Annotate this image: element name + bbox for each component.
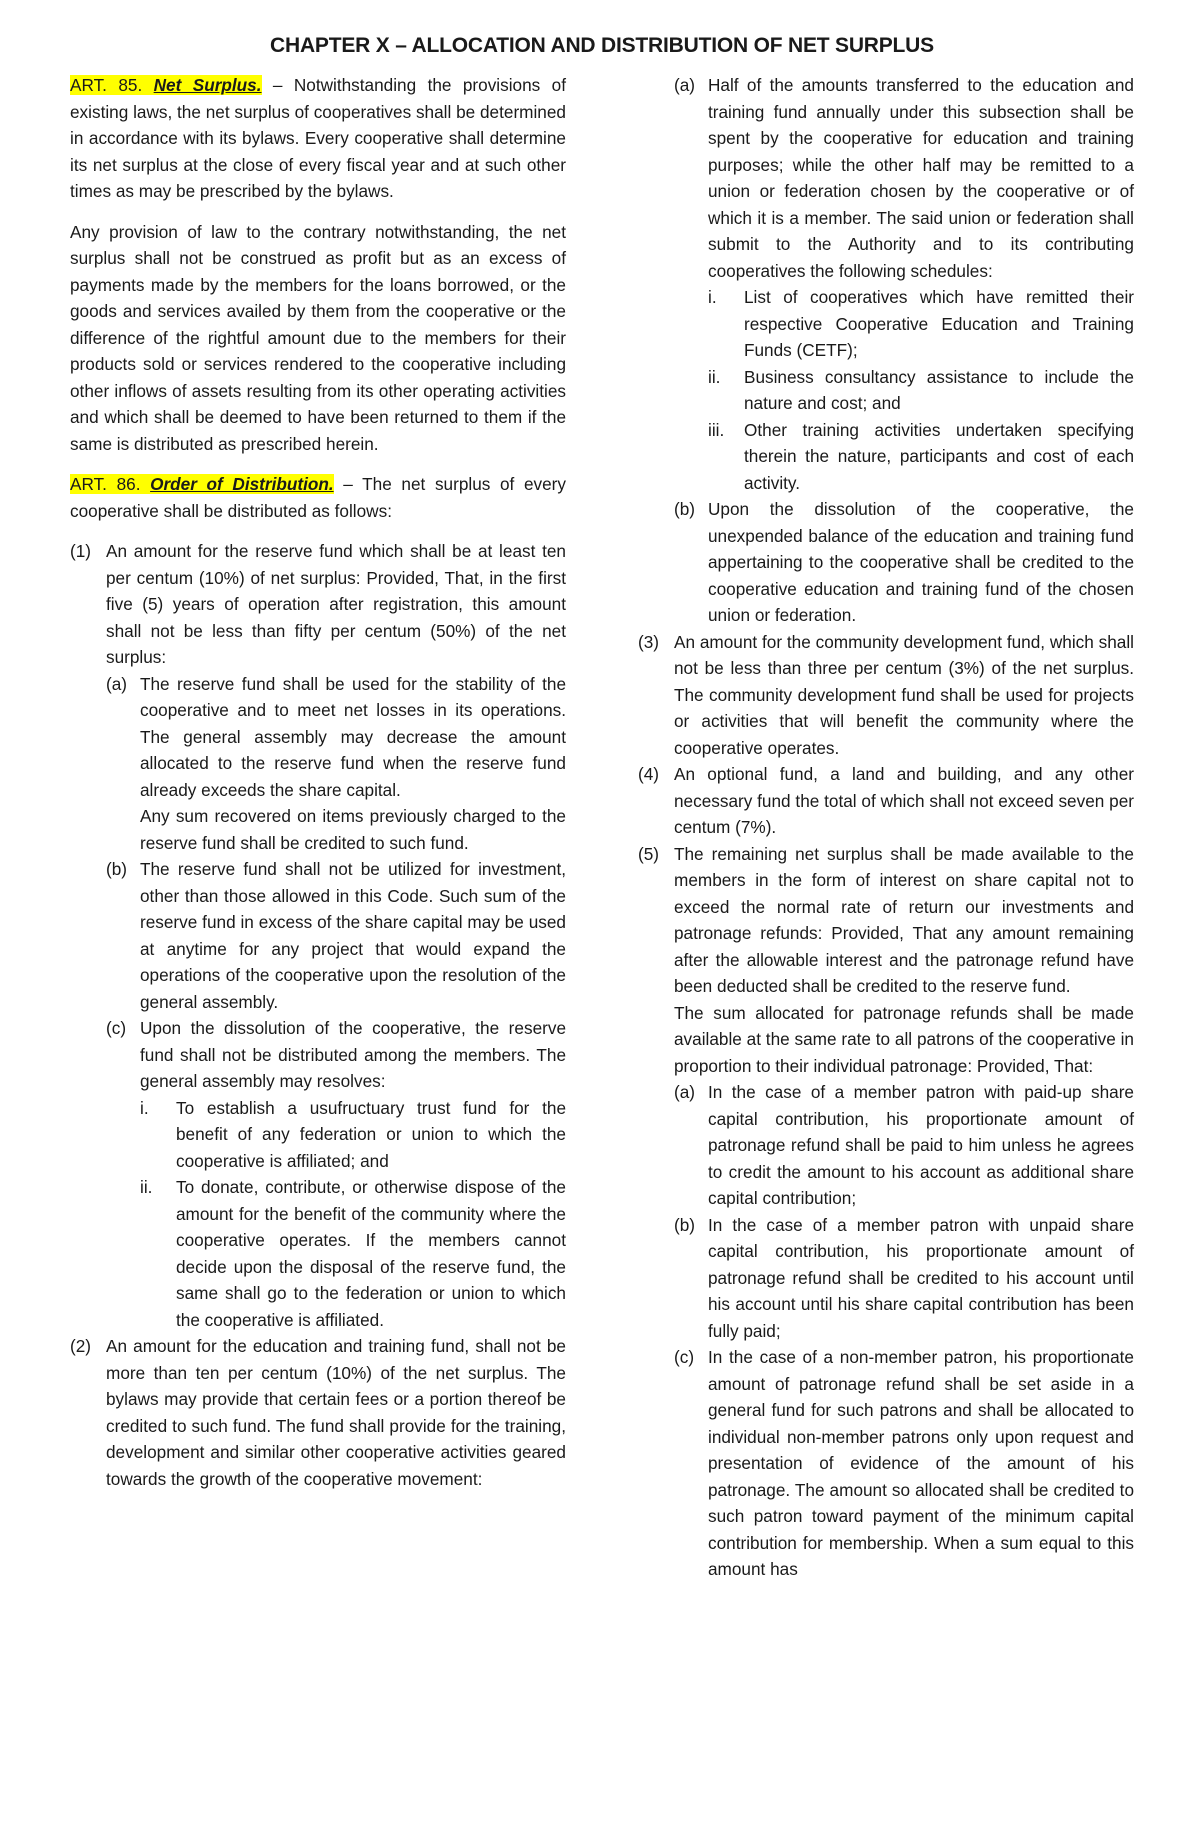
- list-item-text: The reserve fund shall not be utilized for investment, other than those allowed in this Code. Such sum of the reserve fund in excess of the share capital may be used at anytime for any project that would expand the operations of the cooperative upon the resolution of the general assembly.: [140, 859, 566, 1012]
- list-item-2a-i: [708, 284, 1134, 364]
- list-label: (a): [674, 75, 696, 95]
- list-item-text: List of cooperatives which have remitted their respective Cooperative Education and Training Funds (CETF);: [744, 287, 1134, 360]
- list-item-text: To establish a usufructuary trust fund for the benefit of any federation or union to which the cooperative is affiliated; and: [176, 1097, 566, 1171]
- art86-intro-text: – The net surplus of every cooperative shall be distributed as follows:: [70, 474, 566, 521]
- list-item-1c-ii: [140, 1174, 566, 1333]
- list-item-text-2: Any sum recovered on items previously charged to the reserve fund shall be credited to such fund.: [140, 806, 566, 853]
- list-label: (a): [106, 673, 128, 694]
- list-label: (4): [638, 764, 660, 784]
- list-item-1c: [106, 1015, 566, 1333]
- list-label: (c): [674, 1347, 695, 1367]
- list-item-5a: [674, 1079, 1134, 1212]
- list-label: ii.: [708, 366, 721, 387]
- list-item-text: Upon the dissolution of the cooperative, the reserve fund shall not be distributed among the members. The general assembly may resolves:: [140, 1018, 566, 1091]
- list-label: ii.: [140, 1177, 153, 1197]
- list-label: (a): [674, 1082, 696, 1102]
- list-item-text: The reserve fund shall be used for the stability of the cooperative and to meet net losses in its operations. The general assembly may decrease the amount allocated to the reserve fund when the reserve fund already exceeds the share capital.: [140, 673, 566, 800]
- list-item-text: Upon the dissolution of the cooperative, the unexpended balance of the education and training fund appertaining to the cooperative shall be credited to the cooperative education and training fund of the chosen union or federation.: [708, 499, 1134, 625]
- list-item-body: [140, 671, 566, 857]
- art85-title: Net Surplus.: [153, 75, 262, 95]
- list-item-2a-iii: [708, 417, 1134, 497]
- list-item-text: An optional fund, a land and building, and any other necessary fund the total of which shall not exceed seven per centum (7%).: [674, 764, 1134, 837]
- list-item-1b: [106, 856, 566, 1015]
- list-item-text: Half of the amounts transferred to the education and training fund annually under this subsection shall be spent by the cooperative for education and training purposes; while the other half may be remitted to a union or federation chosen by the cooperative or of which it is a member. The said union or federation shall submit to the Authority and to its contributing cooperatives the following schedules:: [708, 75, 1134, 281]
- list-label: (c): [106, 1018, 127, 1038]
- list-item-text: In the case of a non-member patron, his proportionate amount of patronage refund shall be set aside in a general fund for such patrons and shall be allocated to individual non-member patrons only upon request and presentation of evidence of the amount of his patronage. The amount so allocated shall be credited to such patron toward payment of the minimum capital contribution for membership. When a sum equal to this amount has: [708, 1347, 1134, 1579]
- list-item-text: An amount for the education and training fund, shall not be more than ten per centum (10%) of the net surplus. The bylaws may provide that certain fees or a portion thereof be credited to such fund. The fund shall provide for the training, development and similar other cooperative activities geared towards the growth of the cooperative movement:: [106, 1336, 566, 1489]
- chapter-title: CHAPTER X – ALLOCATION AND DISTRIBUTION OF NET SURPLUS: [270, 34, 934, 57]
- list-item-text: The remaining net surplus shall be made available to the members in the form of interest on share capital not to exceed the normal rate of return our investments and patronage refunds: Provided, That any amount remaining after the allowable interest and the patronage refund have been deducted shall be credited to the reserve fund.: [674, 843, 1134, 996]
- list-item-body: [140, 1015, 566, 1333]
- art85-paragraph-2: Any provision of law to the contrary notwithstanding, the net surplus shall not be construed as profit but as an excess of payments made by the members for the loans borrowed, or the goods and services availed by them from the cooperative or the difference of the rightful amount due to the members for their products sold or services rendered to the cooperative including other inflows of assets resulting from its other operating activities and which shall be deemed to have been returned to them if the same is distributed as prescribed herein.: [70, 221, 566, 454]
- list-label: (1): [70, 541, 92, 561]
- list-item-1a: [106, 671, 566, 857]
- list-item-text: Business consultancy assistance to include the nature and cost; and: [744, 366, 1134, 413]
- list-label: (5): [638, 843, 660, 864]
- list-label: (2): [70, 1336, 92, 1356]
- list-item-1c-i: [140, 1095, 566, 1175]
- list-item-1: [70, 538, 566, 1333]
- art86-intro: [70, 471, 566, 524]
- list-item-2a: [674, 72, 1134, 496]
- art85-highlight: [70, 75, 262, 95]
- right-column: [638, 72, 1134, 1583]
- list-item-text: An amount for the reserve fund which shall be at least ten per centum (10%) of net surplus: Provided, That, in the first five (5) years of operation after registration, this amount shall not be less than fifty per centum (50%) of the net surplus:: [106, 541, 566, 667]
- list-item-text: In the case of a member patron with unpaid share capital contribution, his proportionate amount of patronage refund shall be credited to his account until his account until his share capital contribution has been fully paid;: [708, 1214, 1134, 1341]
- list-item-text-2: The sum allocated for patronage refunds shall be made available at the same rate to all patrons of the cooperative in proportion to their individual patronage: Provided, That:: [674, 1002, 1134, 1076]
- list-item-5: [638, 841, 1134, 1583]
- list-label: iii.: [708, 419, 725, 440]
- list-item-4: [638, 761, 1134, 841]
- list-item-5b: [674, 1212, 1134, 1345]
- art86-highlight: [70, 474, 334, 494]
- list-item-body: [106, 538, 566, 1333]
- list-item-body: [674, 841, 1134, 1583]
- list-label: i.: [140, 1097, 149, 1118]
- list-item-5c: [674, 1344, 1134, 1583]
- list-item-2a-ii: [708, 364, 1134, 417]
- list-label: i.: [708, 287, 717, 307]
- list-item-3: [638, 629, 1134, 762]
- list-item-2b: [674, 496, 1134, 629]
- list-item-text: An amount for the community development fund, which shall not be less than three per centum (3%) of the net surplus. The community development fund shall be used for projects or activities that will benefit the community where the cooperative operates.: [674, 631, 1134, 758]
- list-item-2: [70, 1333, 566, 1492]
- list-label: (3): [638, 631, 660, 652]
- left-column: [70, 72, 566, 1583]
- list-label: (b): [674, 1214, 696, 1235]
- art85-label: ART. 85.: [70, 75, 143, 95]
- list-item-text: Other training activities undertaken specifying therein the nature, participants and cost of each activity.: [744, 419, 1134, 493]
- list-item-body: [708, 72, 1134, 496]
- art85-paragraph-1: [70, 72, 566, 205]
- two-column-body: [70, 72, 1134, 1583]
- list-label: (b): [674, 499, 696, 519]
- list-item-text: In the case of a member patron with paid-up share capital contribution, his proportionate amount of patronage refund shall be paid to him unless he agrees to credit the amount to his account as additional share capital contribution;: [708, 1082, 1134, 1208]
- art86-title: Order of Distribution.: [150, 474, 334, 494]
- art85-text: – Notwithstanding the provisions of existing laws, the net surplus of cooperatives shall be determined in accordance with its bylaws. Every cooperative shall determine its net surplus at the close of every fiscal year and at such other times as may be prescribed by the bylaws.: [70, 75, 566, 201]
- art86-label: ART. 86.: [70, 474, 141, 494]
- list-item-text: To donate, contribute, or otherwise dispose of the amount for the benefit of the community where the cooperative operates. If the members cannot decide upon the disposal of the reserve fund, the same shall go to the federation or union to which the cooperative is affiliated.: [176, 1177, 566, 1330]
- list-label: (b): [106, 859, 128, 879]
